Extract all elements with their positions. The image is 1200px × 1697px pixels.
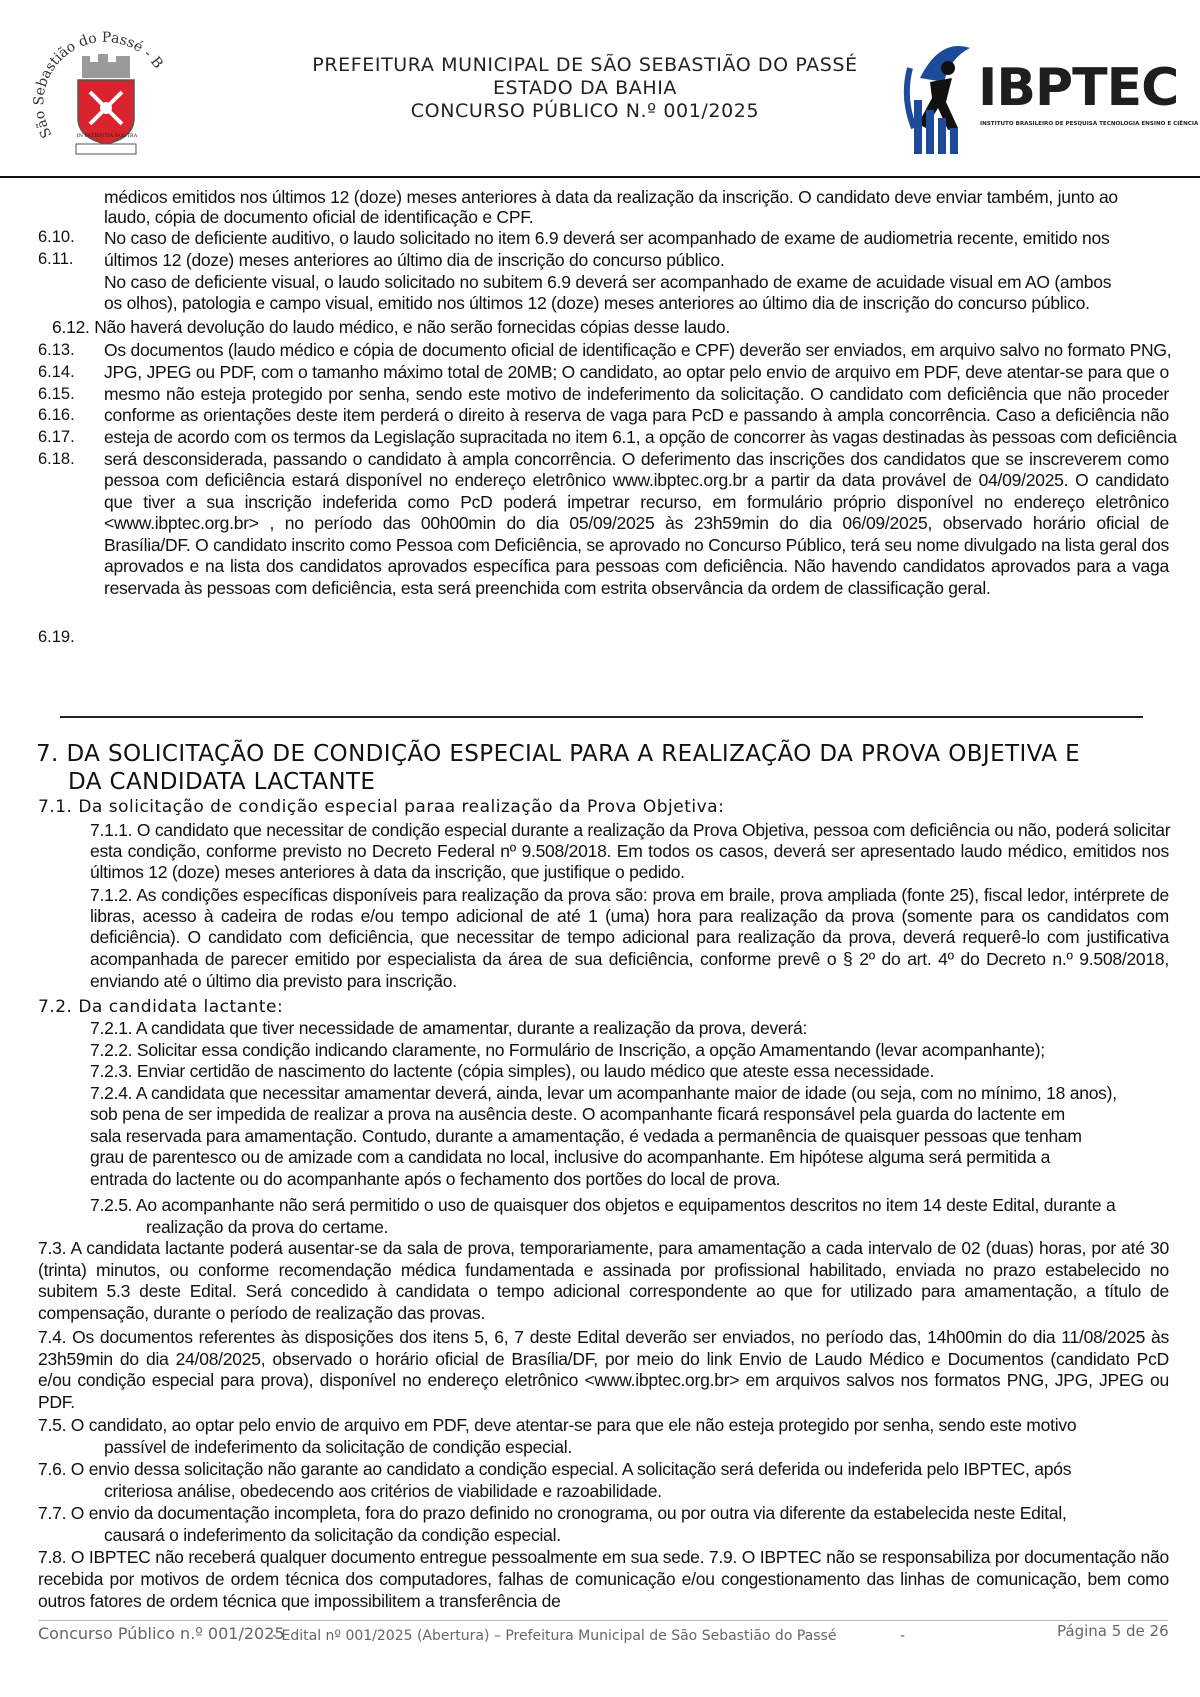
body-line: causará o indeferimento da solicitação da condição especial. (104, 1525, 561, 1545)
item-number: 6.13. (38, 341, 75, 359)
body-line: últimos 12 (doze) meses anteriores ao último dia de inscrição do concurso público. (104, 250, 725, 270)
body-line: conforme as orientações deste item perderá o direito à reserva de vaga para PcD e passando à ampla concorrência. Caso a deficiência não (104, 405, 1169, 425)
footer-edital-label: - Edital nº 001/2025 (Abertura) – Prefeitura Municipal de São Sebastião do Passé (272, 1628, 837, 1644)
body-line: 7.1.1. O candidato que necessitar de condição especial durante a realização da Prova Objetiva, pessoa com deficiência ou não, poderá solicitar (90, 820, 1171, 840)
body-line: aprovados e na lista dos candidatos aprovados específica para pessoas com deficiência. Não havendo candidatos aprovados para a vaga (104, 556, 1169, 576)
body-line: 7.2.2. Solicitar essa condição indicando claramente, no Formulário de Inscrição, a opção Amamentando (levar acompanhante); (90, 1040, 1045, 1060)
body-line: grau de parentesco ou de amizade com a candidata no local, inclusive do acompanhante. Em hipótese alguma será permitida a (90, 1147, 1051, 1167)
body-line: subitem 5.3 deste Edital. Será concedido à candidata o tempo adicional correspondente ao que for utilizado para amamentação, a título de (38, 1281, 1169, 1301)
body-line: 7.1.2. As condições específicas disponíveis para realização da prova são: prova em braile, prova ampliada (fonte 25), fiscal ledor, intérprete de (90, 885, 1169, 905)
municipal-coat-of-arms-logo (30, 20, 180, 160)
body-line: <www.ibptec.org.br> , no período das 00h00min do dia 05/09/2025 às 23h59min do dia 06/09/2025, observado horário oficial de (104, 513, 1169, 533)
item-number: 6.14. (38, 363, 75, 381)
body-line: os olhos), patologia e campo visual, emitido nos últimos 12 (doze) meses anteriores ao último dia de inscrição do concurso público. (104, 293, 1090, 313)
body-line: 7.2.4. A candidata que necessitar amamentar deverá, ainda, levar um acompanhante maior de idade (ou seja, com no mínimo, 18 anos), (90, 1083, 1117, 1103)
body-line: 6.12. Não haverá devolução do laudo médico, e não serão fornecidas cópias desse laudo. (52, 317, 730, 337)
body-line: outros fatores de ordem técnica que impossibilitem a transferência de (38, 1591, 561, 1611)
item-number: 6.17. (38, 428, 75, 446)
body-line: compensação, durante o período de realização das provas. (38, 1303, 486, 1323)
body-line: criteriosa análise, obedecendo aos critérios de viabilidade e razoabilidade. (104, 1481, 662, 1501)
body-line: 7.5. O candidato, ao optar pelo envio de arquivo em PDF, deve atentar-se para que ele não esteja protegido por senha, sendo este motivo (38, 1415, 1077, 1435)
body-line: 7.4. Os documentos referentes às disposições dos itens 5, 6, 7 deste Edital deverão ser enviados, no período das, 14h00min do dia 11/08/2025 às (38, 1327, 1169, 1347)
body-line: Os documentos (laudo médico e cópia de documento oficial de identificação e CPF) deverão ser enviados, em arquivo salvo no formato PNG, (104, 340, 1172, 360)
body-line: passível de indeferimento da solicitação de condição especial. (104, 1437, 572, 1457)
item-number: 6.18. (38, 450, 75, 468)
body-line: que tiver a sua inscrição indeferida como PcD poderá impetrar recurso, em formulário próprio disponível no endereço eletrônico (104, 492, 1169, 512)
body-line: pessoa com deficiência estará disponível no endereço eletrônico www.ibptec.org.br a partir da data provável de 04/09/2025. O candidato (104, 470, 1169, 490)
body-line: e/ou condição especial para prova), disponível no endereço eletrônico <www.ibptec.org.br> em arquivos salvos nos formatos PNG, JPG, JPEG ou (38, 1370, 1169, 1390)
footer-page-number: Página 5 de 26 (1057, 1622, 1169, 1640)
body-line: acompanhada de parecer emitido por especialista da área de sua deficiência, conforme prevê o § 2º do art. 4º do Decreto n.º 9.508/2018, (90, 949, 1169, 969)
footer-divider (38, 1620, 1168, 1621)
ibptec-logo-name: IBPTEC (978, 58, 1179, 118)
item-number: 6.15. (38, 385, 75, 403)
header-title-line-3: CONCURSO PÚBLICO N.º 001/2025 (410, 100, 760, 122)
body-line: reservada às pessoas com deficiência, esta será preenchida com estrita observância da ordem de classificação geral. (104, 578, 991, 598)
body-line: últimos 12 (doze) meses anteriores à data da inscrição, que justifique o pedido. (90, 862, 685, 882)
body-line: PDF. (38, 1392, 75, 1412)
header-divider (0, 176, 1200, 178)
ibptec-logo (900, 38, 1199, 163)
logo-left-motto: IN PATIENTIA NOSTRA (76, 133, 138, 139)
ibptec-logo-subtitle: INSTITUTO BRASILEIRO DE PESQUISA TECNOLOGIA ENSINO E CIÊNCIA (980, 121, 1199, 127)
body-line: sob pena de ser impedida de realizar a prova na ausência deste. O acompanhante ficará responsável pela guarda do lactente em (90, 1104, 1065, 1124)
body-line: No caso de deficiente auditivo, o laudo solicitado no item 6.9 deverá ser acompanhado de exame de audiometria recente, emitido nos (104, 228, 1110, 248)
section-divider (60, 716, 1143, 718)
item-number: 6.11. (38, 250, 74, 268)
body-line: laudo, cópia de documento oficial de identificação e CPF. (104, 207, 534, 227)
body-line: 7.2.1. A candidata que tiver necessidade de amamentar, durante a realização da prova, deverá: (90, 1018, 808, 1038)
body-line: 7.8. O IBPTEC não receberá qualquer documento entregue pessoalmente em sua sede. 7.9. O IBPTEC não se responsabiliza por documentação não (38, 1547, 1169, 1567)
body-line: 23h59min do dia 24/08/2025, observado o horário oficial de Brasília/DF, por meio do link Envio de Laudo Médico e Documentos (candidato PcD (38, 1349, 1169, 1369)
item-number: 6.19. (38, 628, 75, 646)
body-line: esta condição, conforme previsto no Decreto Federal nº 9.508/2018. Em todos os casos, deverá ser apresentado laudo médico, emitidos nos (90, 841, 1169, 861)
body-line: 7.3. A candidata lactante poderá ausentar-se da sala de prova, temporariamente, para amamentação a cada intervalo de 02 (duas) horas, por até 30 (38, 1238, 1169, 1258)
item-number: 6.16. (38, 406, 75, 424)
body-line: médicos emitidos nos últimos 12 (doze) meses anteriores à data da realização da inscrição. O candidato deve enviar também, junto ao (104, 187, 1118, 207)
body-line: será desconsiderada, passando o candidato à ampla concorrência. O deferimento das inscrições dos candidatos que se inscreverem como (104, 449, 1169, 469)
body-line: entrada do lactente ou do acompanhante após o fechamento dos portões do local de prova. (90, 1169, 781, 1189)
header-title-line-2: ESTADO DA BAHIA (492, 77, 678, 99)
svg-text:São Sebastião do Passé - Bahia: São Sebastião do Passé - B (31, 29, 166, 141)
section-7-title-line-1: 7. DA SOLICITAÇÃO DE CONDIÇÃO ESPECIAL PARA A REALIZAÇÃO DA PROVA OBJETIVA E (36, 741, 1081, 767)
body-line: JPG, JPEG ou PDF, com o tamanho máximo total de 20MB; O candidato, ao optar pelo envio de arquivo em PDF, deve atentar-se para que o (104, 362, 1169, 382)
body-line: 7.2.5. Ao acompanhante não será permitido o uso de quaisquer dos objetos e equipamentos descritos no item 14 deste Edital, durante a (90, 1195, 1116, 1215)
body-line: 7.2.3. Enviar certidão de nascimento do lactente (cópia simples), ou laudo médico que ateste essa necessidade. (90, 1061, 935, 1081)
body-line: Brasília/DF. O candidato inscrito como Pessoa com Deficiência, se aprovado no Concurso Público, terá seu nome divulgado na lista geral dos (104, 535, 1169, 555)
body-line: (trinta) minutos, ou conforme recomendação médica fundamentada e assinada por profissional habilitado, enviada no prazo estabelecido no (38, 1260, 1169, 1280)
body-line: recebida por motivos de ordem técnica dos computadores, falhas de comunicação e/ou congestionamento das linhas de comunicação, bem como (38, 1569, 1169, 1589)
body-line: esteja de acordo com os termos da Legislação supracitada no item 6.1, a opção de concorrer às vagas destinadas às pessoas com deficiência (104, 427, 1177, 447)
section-7-title-line-2: DA CANDIDATA LACTANTE (68, 769, 376, 795)
subsection-7-2-title: 7.2. Da candidata lactante: (38, 997, 284, 1017)
body-line: deficiência). O candidato com deficiência, que necessitar de tempo adicional para realização da prova, deverá requerê-lo com justificativa (90, 927, 1169, 947)
body-line: 7.7. O envio da documentação incompleta, fora do prazo definido no cronograma, ou por outra via diferente da estabelecida neste Edital, (38, 1503, 1067, 1523)
body-line: sala reservada para amamentação. Contudo, durante a amamentação, é vedada a permanência de quaisquer pessoas que tenham (90, 1126, 1082, 1146)
body-line: 7.6. O envio dessa solicitação não garante ao candidato a condição especial. A solicitação será deferida ou indeferida pelo IBPTEC, após (38, 1459, 1072, 1479)
header-title-line-1: PREFEITURA MUNICIPAL DE SÃO SEBASTIÃO DO PASSÉ (312, 54, 858, 76)
body-line: No caso de deficiente visual, o laudo solicitado no subitem 6.9 deverá ser acompanhado de exame de acuidade visual em AO (ambos (104, 272, 1112, 292)
body-line: libras, acesso à cadeira de rodas e/ou tempo adicional de até 1 (uma) hora para realização da prova (somente para os candidatos com (90, 906, 1169, 926)
body-line: realização da prova do certame. (146, 1217, 389, 1237)
footer-dash: - (900, 1628, 906, 1644)
subsection-7-1-title: 7.1. Da solicitação de condição especial paraa realização da Prova Objetiva: (38, 797, 725, 817)
body-line: enviando até o último dia previsto para inscrição. (90, 971, 457, 991)
body-line: mesmo não esteja protegido por senha, sendo este motivo de indeferimento da solicitação. O candidato com deficiência que não proceder (104, 384, 1169, 404)
footer-contest-label: Concurso Público n.º 001/2025 (38, 1624, 285, 1643)
item-number: 6.10. (38, 228, 75, 246)
